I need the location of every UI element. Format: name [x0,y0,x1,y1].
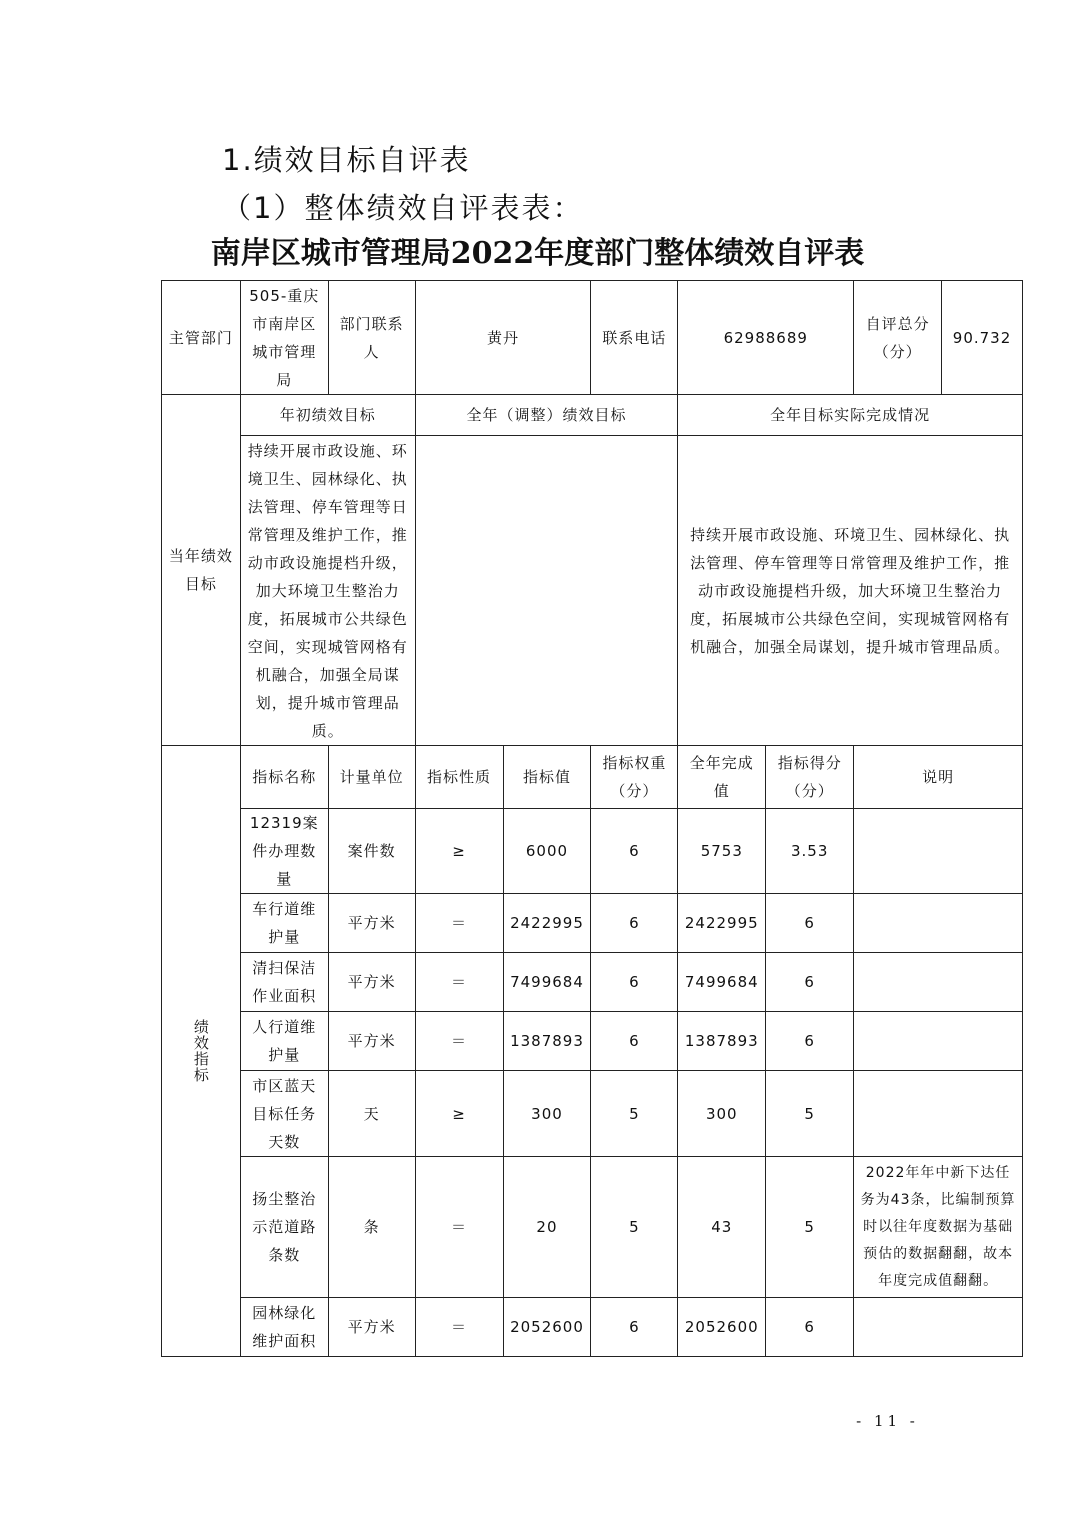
table-row [162,809,1023,894]
ind-nature: ＝ [415,1012,503,1071]
table-row [162,1157,1023,1298]
ind-name: 园林绿化维护面积 [240,1298,328,1357]
ind-target: 300 [503,1071,591,1157]
ind-col-actual: 全年完成值 [678,746,766,809]
goals-initial-text: 持续开展市政设施、环境卫生、园林绿化、执法管理、停车管理等日常管理及维护工作，推动市政设施提档升级，加大环境卫生整治力度，拓展城市公共绿色空间，实现城管网格有机融合，加强全局谋划，提升城市管理品质。 [240,436,415,746]
goals-col-adjusted: 全年（调整）绩效目标 [415,395,678,436]
contact-label: 部门联系人 [328,281,415,395]
ind-col-target: 指标值 [503,746,591,809]
heading-section-1: 1.绩效目标自评表 [222,143,471,177]
ind-target: 6000 [503,809,591,894]
ind-col-nature: 指标性质 [415,746,503,809]
goals-col-initial: 年初绩效目标 [240,395,415,436]
ind-weight: 6 [591,953,678,1012]
page-number: - 11 - [856,1412,919,1430]
score-label: 自评总分（分） [854,281,942,395]
ind-note [854,894,1023,953]
ind-score: 6 [766,1012,854,1071]
ind-nature: ＝ [415,894,503,953]
goals-actual-text: 持续开展市政设施、环境卫生、园林绿化、执法管理、停车管理等日常管理及维护工作，推动市政设施提档升级，加大环境卫生整治力度，拓展城市公共绿色空间，实现城管网格有机融合，加强全局谋划，提升城市管理品质。 [678,436,1023,746]
table-row [162,953,1023,1012]
ind-name: 市区蓝天目标任务天数 [240,1071,328,1157]
table-row [162,1071,1023,1157]
contact-value: 黄丹 [415,281,591,395]
ind-actual: 2052600 [678,1298,766,1357]
phone-value: 62988689 [678,281,854,395]
ind-note [854,1012,1023,1071]
ind-actual: 300 [678,1071,766,1157]
dept-label: 主管部门 [162,281,241,395]
goals-adjusted-text [415,436,678,746]
ind-col-unit: 计量单位 [328,746,415,809]
ind-actual: 5753 [678,809,766,894]
indicators-section-label: 绩效指标 [162,746,241,1357]
ind-name: 12319案件办理数量 [240,809,328,894]
ind-weight: 5 [591,1071,678,1157]
ind-unit: 条 [328,1157,415,1298]
heading-subsection-1: （1）整体绩效自评表表： [222,191,584,225]
ind-actual: 1387893 [678,1012,766,1071]
ind-score: 5 [766,1071,854,1157]
ind-weight: 6 [591,1012,678,1071]
ind-col-note: 说明 [854,746,1023,809]
ind-name: 车行道维护量 [240,894,328,953]
ind-note [854,809,1023,894]
ind-score: 6 [766,894,854,953]
ind-target: 1387893 [503,1012,591,1071]
ind-target: 7499684 [503,953,591,1012]
ind-unit: 天 [328,1071,415,1157]
ind-note [854,953,1023,1012]
ind-target: 20 [503,1157,591,1298]
ind-actual: 7499684 [678,953,766,1012]
ind-unit: 平方米 [328,1298,415,1357]
ind-unit: 案件数 [328,809,415,894]
ind-weight: 6 [591,809,678,894]
phone-label: 联系电话 [591,281,678,395]
goals-col-actual: 全年目标实际完成情况 [678,395,1023,436]
ind-score: 6 [766,953,854,1012]
ind-col-name: 指标名称 [240,746,328,809]
table-title: 南岸区城市管理局2022年度部门整体绩效自评表 [210,236,865,271]
ind-weight: 6 [591,894,678,953]
table-row [162,1298,1023,1357]
ind-note [854,1298,1023,1357]
ind-weight: 6 [591,1298,678,1357]
ind-score: 6 [766,1298,854,1357]
ind-actual: 43 [678,1157,766,1298]
ind-score: 3.53 [766,809,854,894]
ind-weight: 5 [591,1157,678,1298]
goals-section-label: 当年绩效目标 [162,395,241,746]
score-value: 90.732 [942,281,1023,395]
ind-note: 2022年年中新下达任务为43条，比编制预算时以往年度数据为基础预估的数据翻翻，故本年度完成值翻翻。 [854,1157,1023,1298]
ind-nature: ≥ [415,809,503,894]
ind-nature: ≥ [415,1071,503,1157]
ind-note [854,1071,1023,1157]
ind-target: 2422995 [503,894,591,953]
ind-unit: 平方米 [328,953,415,1012]
ind-nature: ＝ [415,1298,503,1357]
ind-nature: ＝ [415,1157,503,1298]
ind-unit: 平方米 [328,894,415,953]
ind-score: 5 [766,1157,854,1298]
table-row [162,1012,1023,1071]
ind-name: 扬尘整治示范道路条数 [240,1157,328,1298]
dept-value: 505-重庆市南岸区城市管理局 [240,281,328,395]
ind-target: 2052600 [503,1298,591,1357]
performance-table [161,280,1023,1357]
table-row [162,894,1023,953]
ind-nature: ＝ [415,953,503,1012]
ind-col-score: 指标得分（分） [766,746,854,809]
ind-name: 清扫保洁作业面积 [240,953,328,1012]
ind-col-weight: 指标权重（分） [591,746,678,809]
ind-actual: 2422995 [678,894,766,953]
ind-unit: 平方米 [328,1012,415,1071]
ind-name: 人行道维护量 [240,1012,328,1071]
